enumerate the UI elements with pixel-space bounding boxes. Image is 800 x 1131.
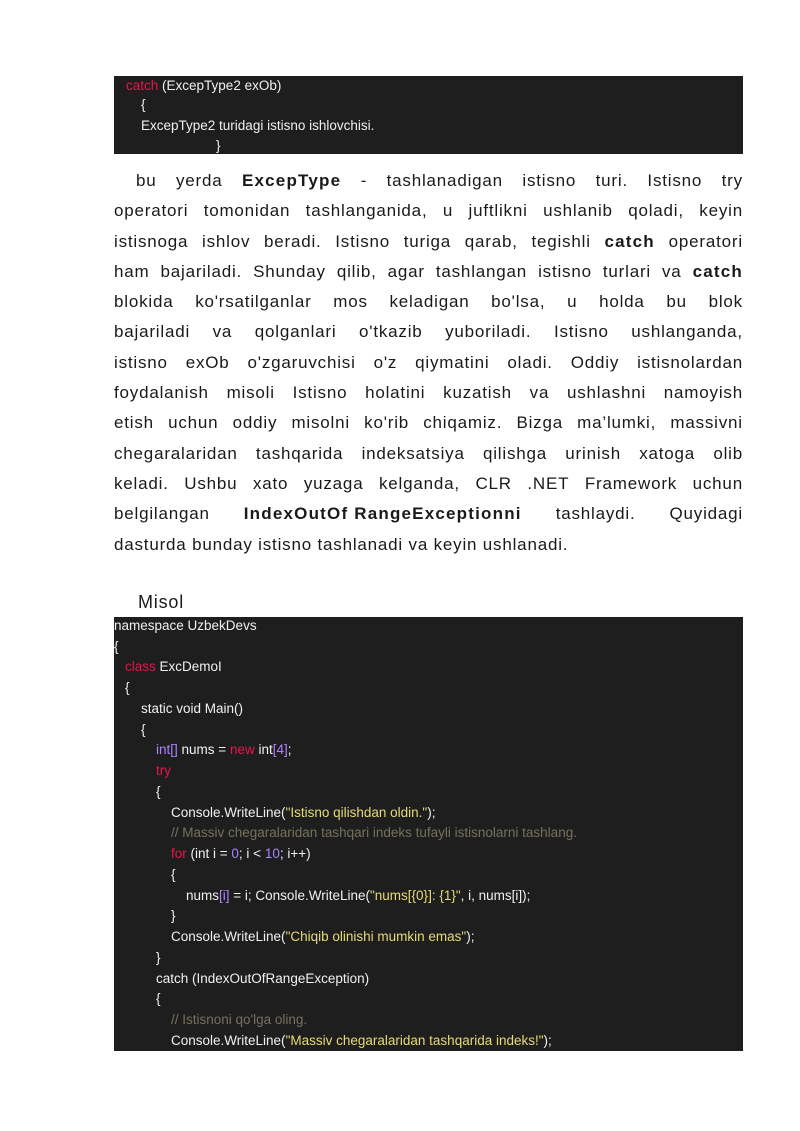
word: bo'lsa, — [491, 292, 546, 312]
word: ishlov — [202, 231, 251, 251]
code-token: (int i = — [186, 846, 232, 861]
word: tashlanadigan — [386, 171, 503, 190]
word: misolni — [291, 413, 350, 433]
code-token: ; i++) — [279, 846, 311, 861]
word: Istisno — [292, 383, 348, 403]
code-token: ExcepType2 turidagi istisno ishlovchisi. — [141, 118, 375, 133]
word: yuzaga — [303, 473, 364, 493]
code-line — [141, 700, 243, 718]
code-token: "Massiv chegaralaridan tashqarida indeks!" — [285, 1033, 544, 1048]
code-line — [125, 658, 222, 676]
word: tashlangan — [435, 261, 528, 281]
code-token: ); — [466, 929, 475, 944]
word: massivni — [670, 413, 743, 433]
word: belgilangan — [114, 504, 210, 524]
word: xatoga — [639, 443, 696, 463]
code-token: { — [171, 867, 176, 882]
code-token: { — [141, 722, 146, 737]
code-token: try — [156, 763, 171, 778]
word: ko'rsatilganlar — [195, 292, 312, 312]
code-line — [171, 845, 311, 863]
code-token: = i; Console.WriteLine( — [229, 888, 370, 903]
code-token: } — [216, 138, 221, 153]
word: istisno — [522, 171, 577, 190]
word: keladi. — [114, 473, 169, 493]
paragraph-line — [114, 439, 743, 469]
code-token: [] — [170, 742, 178, 757]
paragraph-line — [114, 287, 743, 317]
word: Istisno — [335, 231, 390, 251]
code-token: for — [171, 846, 187, 861]
bold-term: IndexOutOf RangeExceptionni — [243, 504, 522, 524]
code-token: "Chiqib olinishi mumkin emas" — [285, 929, 467, 944]
code-line — [125, 679, 130, 697]
word: ushlashni — [567, 383, 647, 403]
word: keyin — [699, 201, 743, 221]
code-line — [171, 1011, 307, 1029]
word: va — [662, 261, 682, 281]
word: turi. — [595, 171, 628, 190]
code-line — [156, 741, 292, 759]
paragraph-line — [114, 196, 743, 226]
word: Ushbu — [184, 473, 238, 493]
word: operatori — [114, 201, 189, 221]
code-token: { — [141, 97, 146, 112]
code-token: catch (IndexOutOfRangeException) — [156, 971, 370, 986]
word: ko'rib — [364, 413, 410, 433]
code-line — [141, 117, 374, 135]
code-token: } — [156, 950, 161, 965]
code-token: 0 — [231, 846, 239, 861]
code-line — [156, 949, 161, 967]
bold-term: catch — [692, 261, 743, 281]
word: ma’lumki, — [577, 413, 657, 433]
word: kelganda, — [378, 473, 460, 493]
word: urinish — [565, 443, 621, 463]
code-line — [114, 638, 119, 656]
word: yuboriladi. — [445, 322, 532, 342]
word: u — [567, 292, 578, 312]
code-line — [126, 77, 281, 95]
word: juftlikni — [468, 201, 528, 221]
word: tashlaydi. — [555, 504, 636, 524]
word: beradi. — [263, 231, 322, 251]
paragraph-line — [114, 378, 743, 408]
code-token: ); — [543, 1033, 552, 1048]
word: qoladi, — [628, 201, 684, 221]
code-token: , i, nums[i]); — [460, 888, 531, 903]
word: keladigan — [389, 292, 470, 312]
code-line — [171, 907, 176, 925]
word: o'tkazib — [359, 322, 423, 342]
section-heading-misol: Misol — [138, 592, 185, 612]
paragraph-line — [114, 530, 743, 560]
code-token: ; — [287, 742, 292, 757]
word: Framework — [584, 473, 678, 493]
code-line — [156, 990, 161, 1008]
word: Oddiy — [570, 352, 620, 372]
code-token: { — [156, 991, 161, 1006]
code-token: ExcDemoI — [155, 659, 222, 674]
code-line — [171, 824, 577, 842]
word: bu — [136, 171, 157, 190]
word: qarab, — [464, 231, 518, 251]
paragraph-line — [114, 408, 743, 438]
word: - — [360, 171, 368, 190]
code-token: "Istisno qilishdan oldin." — [285, 805, 428, 820]
word: qilishga — [482, 443, 548, 463]
word: .NET — [527, 473, 570, 493]
word: Shunday — [253, 261, 326, 281]
word: Quyidagi — [669, 504, 743, 524]
word: indeksatsiya — [361, 443, 465, 463]
word: tegishli — [531, 231, 591, 251]
code-line — [171, 1032, 552, 1050]
word: olib — [713, 443, 743, 463]
word: kuzatish — [443, 383, 512, 403]
word: ushlanganda, — [631, 322, 743, 342]
word: blokida — [114, 292, 174, 312]
paragraph-line — [114, 348, 743, 378]
word: holda — [599, 292, 645, 312]
code-token: static void Main() — [141, 701, 244, 716]
word: foydalanish — [114, 383, 209, 403]
code-token: [i] — [219, 888, 230, 903]
word: o'zgaruvchisi — [247, 352, 356, 372]
code-token: new — [229, 742, 255, 757]
word: qilib, — [336, 261, 377, 281]
word: chegaralaridan — [114, 443, 238, 463]
word: holatini — [365, 383, 426, 403]
code-token: [ — [272, 742, 277, 757]
word: istisno — [114, 352, 168, 372]
code-line — [156, 762, 171, 780]
word: tomonidan — [203, 201, 291, 221]
paragraph-line — [114, 227, 743, 257]
word: oladi. — [507, 352, 553, 372]
word: turlari — [602, 261, 651, 281]
code-line — [156, 783, 161, 801]
code-token: (ExcepType2 exOb) — [158, 78, 282, 93]
code-token: "nums[{0}]: {1}" — [369, 888, 461, 903]
word: ushlanib — [543, 201, 613, 221]
word: chiqamiz. — [423, 413, 503, 433]
word: try — [721, 171, 743, 190]
code-token: namespace UzbekDevs — [114, 618, 257, 633]
word: dasturda bunday istisno tashlanadi va keyin ushlanadi. — [114, 534, 569, 554]
body-paragraph — [114, 166, 743, 560]
code-line — [216, 137, 221, 154]
word: qiymatini — [415, 352, 490, 372]
word: uchun — [692, 473, 743, 493]
bold-term: catch — [604, 231, 655, 251]
word: Istisno — [647, 171, 703, 190]
code-token: // Istisnoni qo'lga oling. — [171, 1012, 308, 1027]
paragraph-line — [114, 469, 743, 499]
code-token: ); — [427, 805, 436, 820]
word: misoli — [226, 383, 275, 403]
word: va — [529, 383, 550, 403]
paragraph-line — [114, 499, 743, 529]
word: operatori — [668, 231, 743, 251]
code-token: class — [125, 659, 156, 674]
code-token: nums = — [177, 742, 230, 757]
word: ham — [114, 261, 150, 281]
code-token: { — [114, 639, 119, 654]
word: istisnoga — [114, 231, 189, 251]
code-line — [171, 928, 474, 946]
code-token: } — [171, 908, 176, 923]
word: istisnolardan — [637, 352, 743, 372]
word: Istisno — [553, 322, 609, 342]
word: bajariladi. — [160, 261, 243, 281]
word: agar — [387, 261, 425, 281]
code-token: 10 — [264, 846, 280, 861]
code-token: ; i < — [238, 846, 265, 861]
word: CLR — [475, 473, 512, 493]
code-token: // Massiv chegaralaridan tashqari indeks tufayli istisnolarni tashlang. — [171, 825, 577, 840]
code-token: { — [125, 680, 130, 695]
word: bajariladi — [114, 322, 191, 342]
code-line — [156, 970, 369, 988]
word: namoyish — [663, 383, 743, 403]
code-example — [114, 617, 743, 1051]
code-token: Console.WriteLine( — [171, 929, 286, 944]
word: exOb — [185, 352, 230, 372]
word: blok — [708, 292, 743, 312]
word: tashlanganida, — [305, 201, 428, 221]
code-line — [114, 617, 257, 635]
paragraph-line — [114, 257, 743, 287]
word: Bizga — [516, 413, 563, 433]
word: yerda — [175, 171, 223, 190]
word: qolganlari — [254, 322, 337, 342]
code-line — [171, 804, 435, 822]
code-line — [186, 887, 530, 905]
code-token: Console.WriteLine( — [171, 805, 286, 820]
code-line — [141, 96, 146, 114]
paragraph-line — [114, 317, 743, 347]
code-line — [171, 866, 176, 884]
code-line — [141, 721, 146, 739]
word: uchun — [168, 413, 219, 433]
code-token: catch — [126, 78, 159, 93]
word: tashqarida — [255, 443, 344, 463]
code-token: { — [156, 784, 161, 799]
code-snippet-catch — [114, 76, 743, 154]
word: bu — [666, 292, 687, 312]
word: mos — [333, 292, 368, 312]
code-token: int — [254, 742, 273, 757]
code-token: int — [156, 742, 171, 757]
code-token: Console.WriteLine( — [171, 1033, 286, 1048]
word: oddiy — [232, 413, 278, 433]
bold-term: ExcepType — [241, 171, 342, 190]
word: va — [212, 322, 233, 342]
code-token: ] — [284, 742, 288, 757]
word: xato — [252, 473, 289, 493]
word: o'z — [373, 352, 398, 372]
code-token: 4 — [276, 742, 284, 757]
word: turiga — [403, 231, 452, 251]
word: istisno — [538, 261, 592, 281]
paragraph-line — [114, 166, 743, 196]
word: etish — [114, 413, 154, 433]
code-token: nums — [186, 888, 220, 903]
word: u — [442, 201, 454, 221]
